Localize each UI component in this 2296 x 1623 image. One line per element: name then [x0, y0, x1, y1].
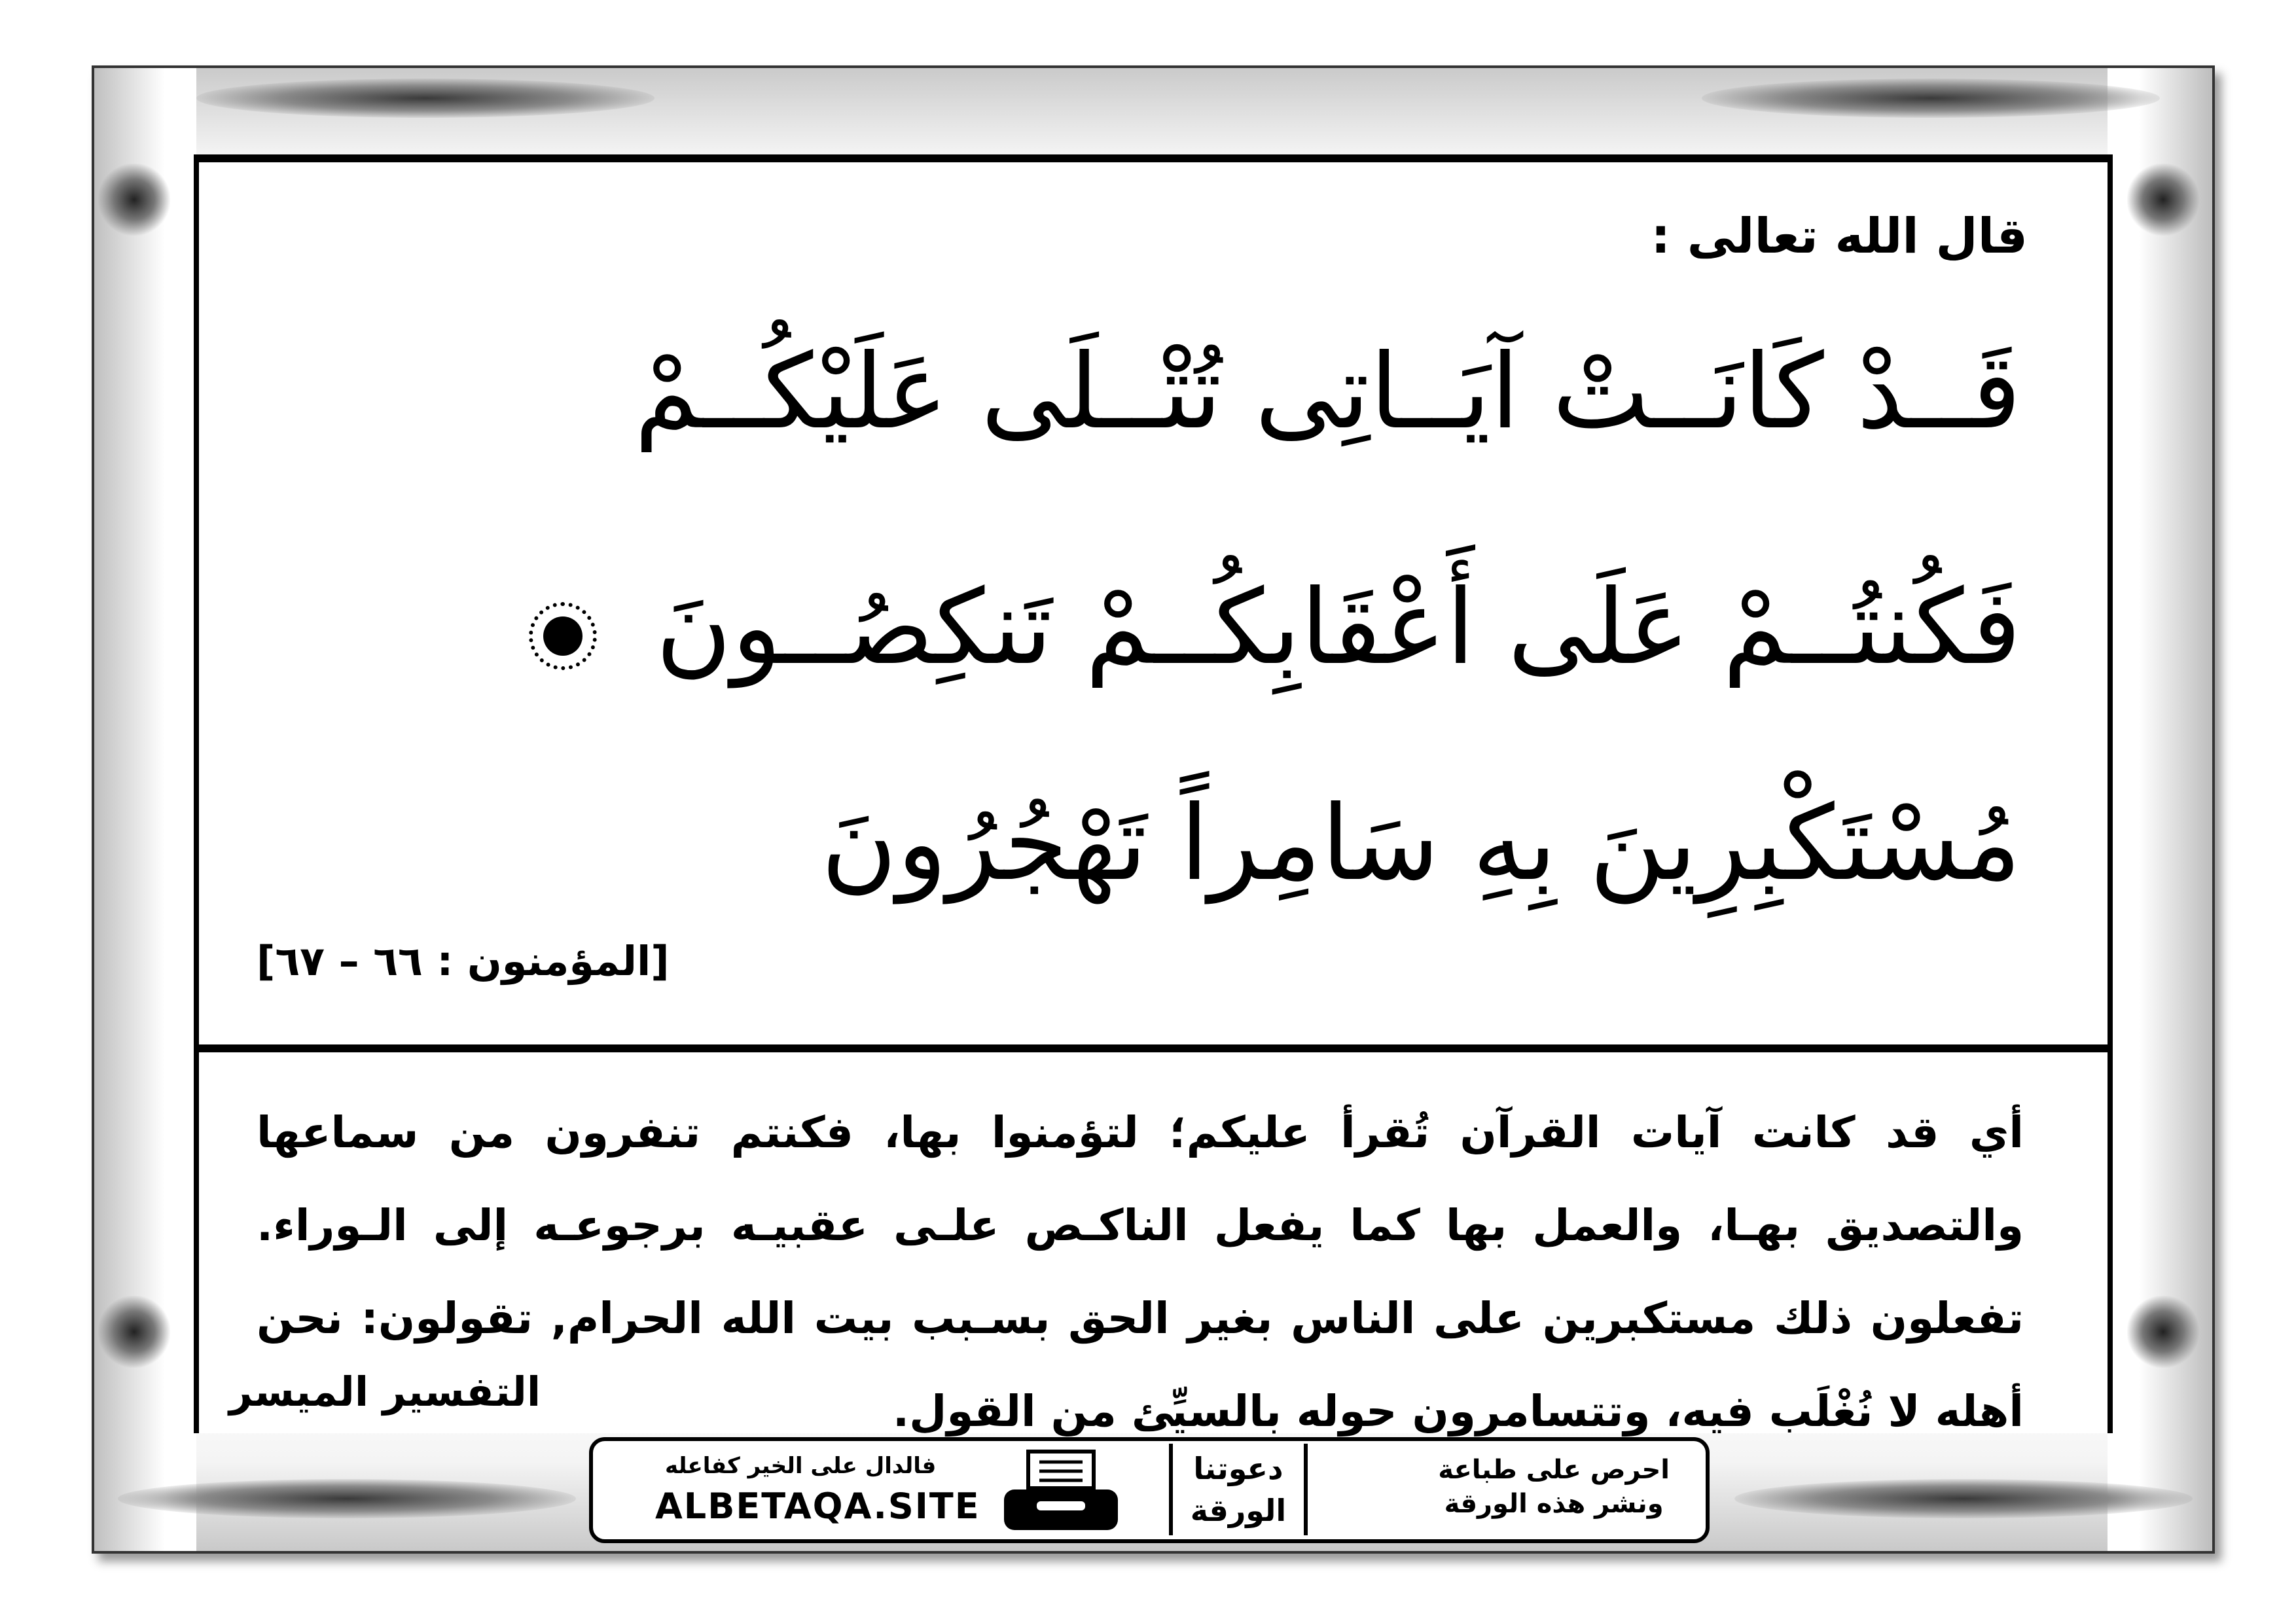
- logo-line-2: الورقة: [1190, 1493, 1287, 1528]
- verse-reference: [المؤمنون : ٦٦ – ٦٧]: [257, 937, 670, 985]
- ayah-end-icon: [529, 602, 597, 670]
- logo: [1169, 1444, 1308, 1535]
- verse-heading: قال الله تعالى :: [1651, 208, 2028, 264]
- tafsir-source: التفسير الميسر: [229, 1368, 541, 1416]
- print-notice-line-2: ونشر هذه الورقة: [1444, 1489, 1664, 1519]
- verse-line-3: مُسْتَكْبِرِينَ بِهِ سَامِراً تَهْجُرُونَ: [821, 783, 2021, 904]
- tafsir-text: أي قد كانت آيات القرآن تُقرأ عليكم؛ لتؤمنوا بها، فكنتم تنفرون من سماعها والتصديق بهـا، والعمل بها كما يفعل الناكـص علـى عقبيـه برجوعـه إلى الـوراء. تفعلون ذلك مستكبرين على الناس بغير الحق بسـبب بيت الله الحرام, تقولون: نحن أهله لا نُغْلَب فيه، وتتسامرون حوله بالسيِّئ من القول.: [257, 1107, 2024, 1436]
- verse-line-2-text: فَكُنتُــمْ عَلَى أَعْقَابِكُــمْ تَنكِصُــونَ: [655, 567, 2021, 688]
- logo-line-1: دعوتنا: [1193, 1451, 1283, 1486]
- panel-top-border: [194, 154, 2113, 162]
- verse-line-2: [529, 567, 2021, 688]
- footer-bar: [589, 1437, 1710, 1543]
- printer-icon: [999, 1449, 1123, 1533]
- section-divider: [194, 1044, 2113, 1052]
- footer-site-caption: فالدال على الخير كفاعله: [665, 1453, 937, 1479]
- print-notice: [1438, 1453, 1670, 1521]
- verse-line-1: قَــدْ كَانَــتْ آيَــاتِى تُتْــلَى عَلَيْكُــمْ: [634, 332, 2021, 452]
- footer-site-link[interactable]: ALBETAQA.SITE: [655, 1486, 980, 1527]
- print-notice-line-1: احرص على طباعة: [1438, 1455, 1670, 1485]
